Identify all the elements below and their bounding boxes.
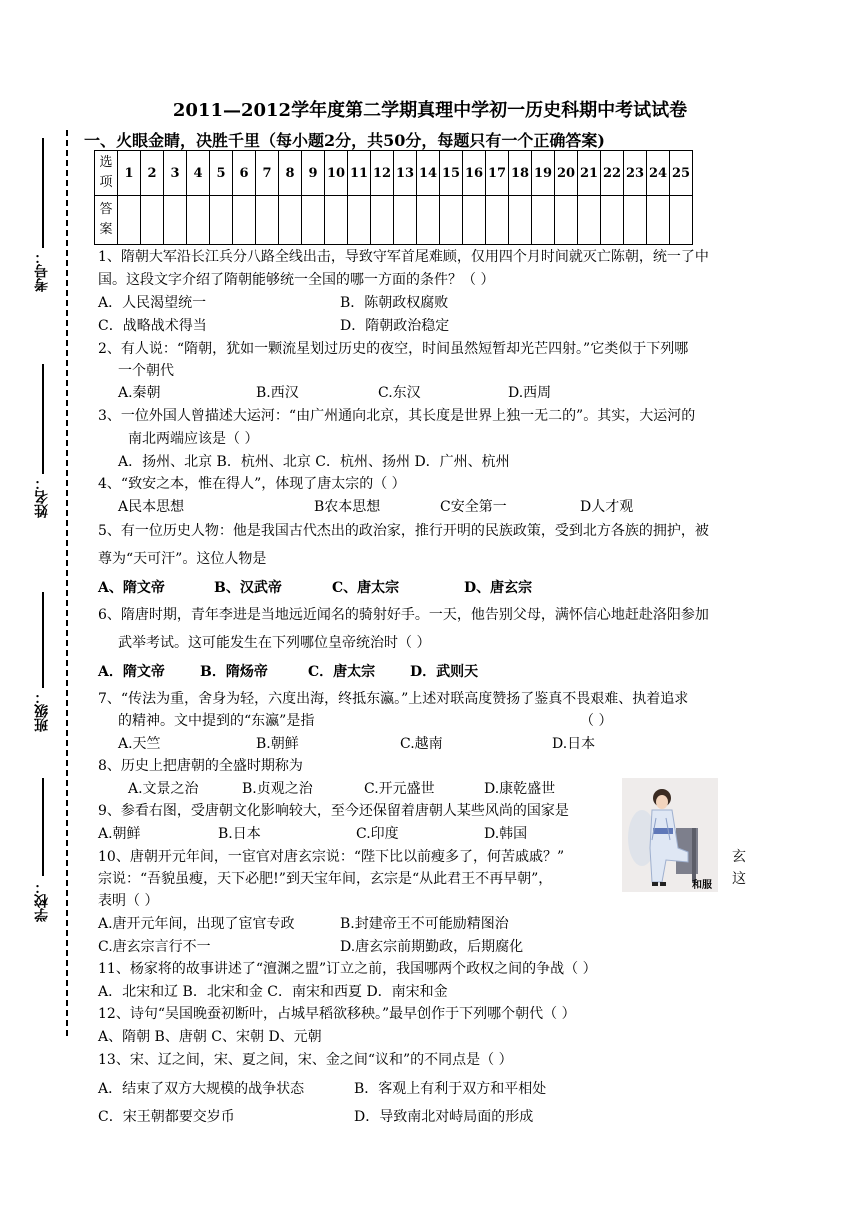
answer-cell[interactable] — [210, 196, 233, 245]
answer-cell[interactable] — [670, 196, 693, 245]
q9-option-d: D.韩国 — [484, 826, 528, 842]
grid-number: 1 — [118, 151, 141, 196]
q7-stem-line1: 7、“传法为重，舍身为轻，六度出海，终抵东瀛。”上述对联高度赞扬了鉴真不畏艰难、执着追求 — [98, 691, 689, 707]
grid-number: 23 — [624, 151, 647, 196]
q6-option-a: A．隋文帝 — [98, 664, 165, 680]
q6-stem-line2: 武举考试。这可能发生在下列哪位皇帝统治时（ ） — [118, 635, 431, 651]
q10-stem-line1: 10、唐朝开元年间，一宦官对唐玄宗说：“陛下比以前瘦多了，何苦戚戚？” — [98, 849, 565, 865]
q3-stem-line1: 3、一位外国人曾描述大运河：“由广州通向北京，其长度是世界上独一无二的”。其实，大运河的 — [98, 408, 696, 424]
answer-cell[interactable] — [371, 196, 394, 245]
grid-number: 7 — [256, 151, 279, 196]
grid-number: 5 — [210, 151, 233, 196]
q7-option-a: A.天竺 — [118, 736, 161, 752]
q12-options: A、隋朝 B、唐朝 C、宋朝 D、元朝 — [98, 1029, 322, 1045]
answer-cell[interactable] — [348, 196, 371, 245]
school-blank-line[interactable] — [42, 778, 44, 876]
answer-cell[interactable] — [233, 196, 256, 245]
q10-stem-line2-end: 这 — [732, 871, 746, 887]
q12-stem: 12、诗句“吴国晚蚕初断叶，占城早稻欲移秧。”最早创作于下列哪个朝代（ ） — [98, 1006, 576, 1022]
q5-option-a: A、隋文帝 — [98, 580, 165, 596]
grid-answer-row — [95, 196, 693, 245]
grid-number: 4 — [187, 151, 210, 196]
answer-cell[interactable] — [302, 196, 325, 245]
q6-option-c: C．唐太宗 — [308, 664, 376, 680]
q2-stem-line2: 一个朝代 — [118, 363, 174, 379]
q10-option-a: A.唐开元年间，出现了宦官专政 — [98, 916, 295, 932]
q2-option-a: A.秦朝 — [118, 385, 161, 401]
grid-number: 3 — [164, 151, 187, 196]
q7-stem-line2: 的精神。文中提到的“东瀛”是指 — [118, 713, 315, 729]
kimono-photo — [622, 778, 718, 892]
grid-number: 25 — [670, 151, 693, 196]
answer-cell[interactable] — [624, 196, 647, 245]
q1-option-d: D．隋朝政治稳定 — [340, 318, 450, 334]
q5-option-d: D、唐玄宗 — [464, 580, 533, 596]
q6-option-b: B．隋炀帝 — [200, 664, 268, 680]
grid-number: 12 — [371, 151, 394, 196]
grid-number: 9 — [302, 151, 325, 196]
answer-cell[interactable] — [440, 196, 463, 245]
grid-number: 24 — [647, 151, 670, 196]
grid-number: 11 — [348, 151, 371, 196]
answer-cell[interactable] — [417, 196, 440, 245]
answer-cell[interactable] — [141, 196, 164, 245]
grid-number: 2 — [141, 151, 164, 196]
q1-stem-line1: 1、隋朝大军沿长江兵分八路全线出击，导致守军首尾难顾，仅用四个月时间就灭亡陈朝，统一了中 — [98, 249, 709, 265]
kaohao-label: 考号： — [34, 250, 50, 292]
q7-option-b: B.朝鲜 — [256, 736, 299, 752]
q11-stem: 11、杨家将的故事讲述了“澶渊之盟”订立之前，我国哪两个政权之间的争战（ ） — [98, 961, 597, 977]
q5-option-b: B、汉武帝 — [214, 580, 282, 596]
photo-caption: 和服 — [692, 880, 712, 891]
class-label: 班级： — [34, 690, 50, 732]
q13-stem: 13、宋、辽之间，宋、夏之间，宋、金之间“议和”的不同点是（ ） — [98, 1052, 513, 1068]
q4-option-a: A民本思想 — [118, 499, 185, 515]
q3-options: A．扬州、北京 B．杭州、北京 C．杭州、扬州 D．广州、杭州 — [118, 454, 510, 470]
answer-cell[interactable] — [164, 196, 187, 245]
q13-option-a: A．结束了双方大规模的战争状态 — [98, 1081, 305, 1097]
kaohao-blank-line[interactable] — [42, 138, 44, 248]
school-label: 学校： — [34, 880, 50, 922]
q8-option-b: B.贞观之治 — [242, 781, 313, 797]
q2-stem-line1: 2、有人说：“隋朝，犹如一颗流星划过历史的夜空，时间虽然短暂却光芒四射。”它类似于下列哪 — [98, 341, 689, 357]
grid-number: 21 — [578, 151, 601, 196]
grid-number: 6 — [233, 151, 256, 196]
grid-number: 18 — [509, 151, 532, 196]
q6-option-d: D．武则天 — [410, 664, 479, 680]
q9-stem: 9、参看右图，受唐朝文化影响较大，至今还保留着唐朝人某些风尚的国家是 — [98, 803, 569, 819]
answer-grid — [94, 150, 693, 245]
answer-cell[interactable] — [187, 196, 210, 245]
q7-option-c: C.越南 — [400, 736, 443, 752]
name-label: 姓名： — [34, 476, 50, 518]
answer-cell[interactable] — [394, 196, 417, 245]
grid-number: 15 — [440, 151, 463, 196]
q1-stem-line2: 国。这段文字介绍了隋朝能够统一全国的哪一方面的条件？（ ） — [98, 272, 495, 288]
kimono-figure-image — [622, 778, 718, 892]
grid-number: 19 — [532, 151, 555, 196]
q1-option-a: A．人民渴望统一 — [98, 295, 207, 311]
answer-cell[interactable] — [578, 196, 601, 245]
grid-number: 13 — [394, 151, 417, 196]
q1-option-c: C．战略战术得当 — [98, 318, 207, 334]
grid-number: 22 — [601, 151, 624, 196]
page-title: 2011—2012学年度第二学期真理中学初一历史科期中考试试卷 — [172, 100, 688, 121]
q6-stem-line1: 6、隋唐时期，青年李进是当地远近闻名的骑射好手。一天，他告别父母，满怀信心地赶赴洛阳参加 — [98, 607, 709, 623]
q4-stem: 4、“致安之本，惟在得人”，体现了唐太宗的（ ） — [98, 476, 406, 492]
q10-stem-line3: 表明（ ） — [98, 893, 159, 909]
answer-cell[interactable] — [279, 196, 302, 245]
q2-option-b: B.西汉 — [256, 385, 299, 401]
q2-option-d: D.西周 — [508, 385, 552, 401]
grid-row-label-answers: 答案 — [95, 196, 118, 245]
q13-option-b: B．客观上有利于双方和平相处 — [354, 1081, 547, 1097]
grid-number: 16 — [463, 151, 486, 196]
q9-option-b: B.日本 — [218, 826, 261, 842]
q5-option-c: C、唐太宗 — [332, 580, 400, 596]
answer-cell[interactable] — [118, 196, 141, 245]
answer-cell[interactable] — [555, 196, 578, 245]
grid-number: 17 — [486, 151, 509, 196]
name-blank-line[interactable] — [42, 364, 44, 474]
answer-cell[interactable] — [532, 196, 555, 245]
class-blank-line[interactable] — [42, 592, 44, 688]
q4-option-d: D人才观 — [580, 499, 634, 515]
grid-row-label-options: 选项 — [95, 151, 118, 196]
answer-cell[interactable] — [647, 196, 670, 245]
q10-stem-line1-end: 玄 — [732, 849, 746, 865]
q8-stem: 8、历史上把唐朝的全盛时期称为 — [98, 758, 303, 774]
answer-cell[interactable] — [463, 196, 486, 245]
grid-number-row — [95, 151, 693, 196]
grid-number: 10 — [325, 151, 348, 196]
q8-option-c: C.开元盛世 — [364, 781, 435, 797]
section-heading: 一、火眼金睛，决胜千里（每小题2分，共50分，每题只有一个正确答案) — [84, 131, 605, 150]
q9-option-a: A.朝鲜 — [98, 826, 141, 842]
answer-cell[interactable] — [509, 196, 532, 245]
q9-option-c: C.印度 — [356, 826, 399, 842]
q10-option-d: D.唐玄宗前期勤政，后期腐化 — [340, 939, 524, 955]
q4-option-c: C安全第一 — [440, 499, 507, 515]
q11-options: A．北宋和辽 B．北宋和金 C．南宋和西夏 D．南宋和金 — [98, 984, 448, 1000]
q7-answer-paren: （ ） — [580, 713, 613, 729]
q13-option-c: C．宋王朝都要交岁币 — [98, 1109, 235, 1125]
q5-stem-line1: 5、有一位历史人物：他是我国古代杰出的政治家，推行开明的民族政策，受到北方各族的拥护，被 — [98, 523, 709, 539]
q4-option-b: B农本思想 — [314, 499, 381, 515]
q5-stem-line2: 尊为“天可汗”。这位人物是 — [98, 551, 267, 567]
q13-option-d: D．导致南北对峙局面的形成 — [354, 1109, 534, 1125]
answer-cell[interactable] — [256, 196, 279, 245]
q10-option-b: B.封建帝王不可能励精图治 — [340, 916, 509, 932]
q7-option-d: D.日本 — [552, 736, 596, 752]
grid-number: 8 — [279, 151, 302, 196]
q8-option-a: A.文景之治 — [128, 781, 199, 797]
grid-number: 20 — [555, 151, 578, 196]
q10-stem-line2: 宗说：“吾貌虽瘦，天下必肥!”到天宝年间，玄宗是“从此君王不再早朝”， — [98, 871, 553, 887]
q1-option-b: B．陈朝政权腐败 — [340, 295, 449, 311]
q2-option-c: C.东汉 — [378, 385, 421, 401]
q10-option-c: C.唐玄宗言行不一 — [98, 939, 211, 955]
q8-option-d: D.康乾盛世 — [484, 781, 556, 797]
answer-cell[interactable] — [325, 196, 348, 245]
binding-dashed-line — [66, 130, 68, 1036]
answer-cell[interactable] — [486, 196, 509, 245]
answer-cell[interactable] — [601, 196, 624, 245]
grid-number: 14 — [417, 151, 440, 196]
q3-stem-line2: 南北两端应该是（ ） — [128, 431, 259, 447]
